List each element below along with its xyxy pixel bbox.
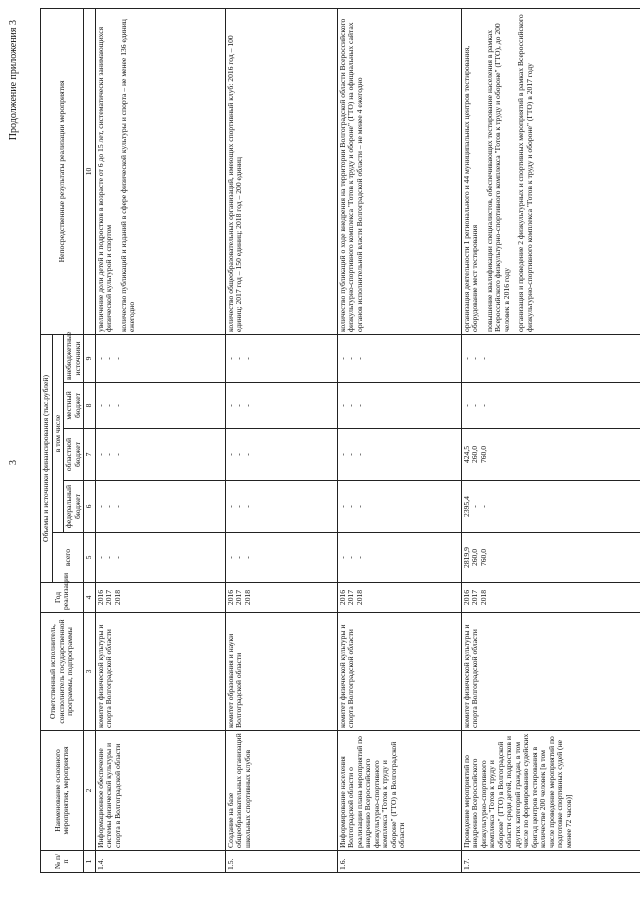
cell-federal bbox=[461, 481, 640, 533]
regional-value: - bbox=[112, 453, 122, 456]
years-value: 2017 bbox=[234, 589, 243, 606]
cell-federal bbox=[225, 481, 337, 533]
extra-value: - bbox=[346, 357, 355, 360]
regional-value: 424,5 bbox=[461, 445, 471, 464]
col-index: 5 bbox=[84, 533, 96, 583]
col-index: 7 bbox=[84, 429, 96, 481]
regional-value: - bbox=[225, 453, 235, 456]
col-index: 2 bbox=[84, 731, 96, 851]
years-value: 2016 bbox=[225, 589, 235, 606]
years-value: 2017 bbox=[470, 589, 479, 606]
cell-regional bbox=[225, 429, 337, 481]
cell-total bbox=[95, 533, 225, 583]
row-name: Информирование населения Волгоградской области о реализации плана мероприятий по внедрению Всероссийского физкультурно-спортивного комплекса "Готов к труду и обороне" (ГТО) в Волгоградской области bbox=[337, 731, 461, 851]
federal-value: - bbox=[112, 505, 122, 508]
total-value: - bbox=[354, 556, 364, 559]
cell-regional bbox=[95, 429, 225, 481]
col-index: 1 bbox=[84, 851, 96, 873]
col-index: 4 bbox=[84, 583, 96, 613]
result-paragraph: количество публикаций о ходе внедрения на территории Волгоградской области Всероссийского физкультурно-спортивного комплекса "Готов к труду и обороне" (ГТО) на официальных сайтах органов исполнительной власти Волгоградской области – не менее 4 ежегодно bbox=[337, 18, 364, 332]
cell-federal bbox=[95, 481, 225, 533]
years-value: 2017 bbox=[346, 589, 355, 606]
federal-value: - bbox=[478, 505, 488, 508]
years-value: 2016 bbox=[337, 589, 347, 606]
extra-value: - bbox=[225, 357, 235, 360]
extra-value: - bbox=[478, 357, 488, 360]
result-paragraph: организация деятельности 1 регионального и 44 муниципальных центров тестирования, оборудование мест тестирования bbox=[461, 45, 479, 332]
years-value: 2018 bbox=[112, 589, 122, 606]
result-paragraph: увеличение доли детей и подростков в возрасте от 6 до 15 лет, систематически занимающихся физической культурой и спортом bbox=[95, 26, 113, 332]
result-paragraph: количество публикаций и изданий в сфере физической культуры и спорта – не менее 136 единиц ежегодно bbox=[118, 19, 136, 332]
row-result bbox=[225, 8, 337, 334]
local-value: - bbox=[242, 404, 252, 407]
federal-value: - bbox=[346, 505, 355, 508]
regional-value: - bbox=[234, 453, 243, 456]
local-value: - bbox=[112, 404, 122, 407]
cell-local bbox=[337, 383, 461, 429]
page-number: 3 bbox=[8, 460, 19, 465]
cell-local bbox=[95, 383, 225, 429]
row-name: Информационное обеспечение системы физической культуры и спорта в Волгоградской области bbox=[95, 731, 225, 851]
regional-value: 760,0 bbox=[478, 445, 488, 464]
total-value: 760,0 bbox=[478, 548, 488, 567]
row-number: 1.6. bbox=[337, 851, 461, 873]
federal-value: - bbox=[95, 505, 105, 508]
table-row bbox=[225, 8, 337, 872]
extra-value: - bbox=[95, 357, 105, 360]
regional-value: - bbox=[354, 453, 364, 456]
federal-value: - bbox=[354, 505, 364, 508]
row-number: 1.7. bbox=[461, 851, 640, 873]
extra-value: - bbox=[234, 357, 243, 360]
header-total: всего bbox=[52, 533, 84, 583]
local-value: - bbox=[95, 404, 105, 407]
header-year: Год реализации bbox=[41, 583, 84, 613]
extra-value: - bbox=[354, 357, 364, 360]
header-name: Наименование основного мероприятия, мероприятия bbox=[41, 731, 84, 851]
extra-value: - bbox=[242, 357, 252, 360]
total-value: - bbox=[104, 556, 113, 559]
years-value: 2018 bbox=[354, 589, 364, 606]
row-executor: комитет образования и науки Волгоградской области bbox=[225, 613, 337, 731]
total-value: 2819,9 bbox=[461, 547, 471, 568]
federal-value: - bbox=[337, 505, 347, 508]
regional-value: - bbox=[104, 453, 113, 456]
row-executor: комитет физической культуры и спорта Волгоградской области bbox=[337, 613, 461, 731]
local-value: - bbox=[478, 404, 488, 407]
col-index: 10 bbox=[84, 8, 96, 334]
extra-value: - bbox=[461, 357, 471, 360]
result-paragraph: количество общеобразовательных организаций, имеющих спортивный клуб: 2016 год – 100 единиц; 2017 год – 150 единиц; 2018 год – 200 единиц bbox=[225, 35, 243, 332]
table-row bbox=[337, 8, 461, 872]
cell-extra bbox=[95, 334, 225, 382]
col-index: 3 bbox=[84, 613, 96, 731]
cell-total bbox=[461, 533, 640, 583]
cell-total bbox=[225, 533, 337, 583]
local-value: - bbox=[346, 404, 355, 407]
row-executor: комитет физической культуры и спорта Волгоградской области bbox=[95, 613, 225, 731]
cell-years bbox=[225, 583, 337, 613]
cell-local bbox=[225, 383, 337, 429]
federal-value: - bbox=[242, 505, 252, 508]
cell-local bbox=[461, 383, 640, 429]
row-number: 1.4. bbox=[95, 851, 225, 873]
total-value: - bbox=[234, 556, 243, 559]
total-value: 260,0 bbox=[470, 548, 479, 567]
total-value: - bbox=[95, 556, 105, 559]
row-result bbox=[461, 8, 640, 334]
continuation-label: Продолжение приложения 3 bbox=[8, 20, 19, 141]
header-incl: в том числе bbox=[52, 334, 64, 532]
cell-years bbox=[337, 583, 461, 613]
result-paragraph: повышение квалификации специалистов, обеспечивающих тестирование населения в рамках Всероссийского физкультурно-спортивного комплекса "Готов к труду и обороне" (ГТО), до 200 человек в 2016 году bbox=[484, 23, 511, 332]
total-value: - bbox=[112, 556, 122, 559]
col-index: 8 bbox=[84, 383, 96, 429]
cell-extra bbox=[337, 334, 461, 382]
col-index: 6 bbox=[84, 481, 96, 533]
cell-regional bbox=[461, 429, 640, 481]
regional-value: - bbox=[337, 453, 347, 456]
header-exec: Ответственный исполнитель, соисполнитель государственной программы, подпрограммы bbox=[41, 613, 84, 731]
header-funding: Объемы и источники финансирования (тыс.рублей) bbox=[41, 334, 53, 582]
local-value: - bbox=[234, 404, 243, 407]
header-extra: внебюджетные источники bbox=[64, 334, 84, 382]
cell-federal bbox=[337, 481, 461, 533]
extra-value: - bbox=[104, 357, 113, 360]
local-value: - bbox=[354, 404, 364, 407]
extra-value: - bbox=[470, 357, 479, 360]
program-table bbox=[40, 8, 640, 873]
cell-extra bbox=[225, 334, 337, 382]
cell-years bbox=[95, 583, 225, 613]
local-value: - bbox=[461, 404, 471, 407]
total-value: - bbox=[337, 556, 347, 559]
cell-total bbox=[337, 533, 461, 583]
table-row bbox=[461, 8, 640, 872]
row-result bbox=[337, 8, 461, 334]
total-value: - bbox=[242, 556, 252, 559]
local-value: - bbox=[470, 404, 479, 407]
header-local: местный бюджет bbox=[64, 383, 84, 429]
local-value: - bbox=[337, 404, 347, 407]
years-value: 2017 bbox=[104, 589, 113, 606]
extra-value: - bbox=[337, 357, 347, 360]
total-value: - bbox=[346, 556, 355, 559]
federal-value: - bbox=[234, 505, 243, 508]
local-value: - bbox=[104, 404, 113, 407]
extra-value: - bbox=[112, 357, 122, 360]
col-index: 9 bbox=[84, 334, 96, 382]
federal-value: - bbox=[104, 505, 113, 508]
header-federal: федеральный бюджет bbox=[64, 481, 84, 533]
cell-extra bbox=[461, 334, 640, 382]
row-name: Проведение мероприятий по внедрению Всероссийского физкультурно-спортивного комплекса "Готов к труду и обороне" (ГТО) в Волгоградской области среди детей, подростков и других категорий граждан, в том числе по формированию судейских бригад центров тестирования в количестве 200 человек [в том числе проведение мероприятий по подготовке спортивных судей (не менее 72 часов)] bbox=[461, 731, 640, 851]
local-value: - bbox=[225, 404, 235, 407]
row-executor: комитет физической культуры и спорта Волгоградской области bbox=[461, 613, 640, 731]
regional-value: - bbox=[242, 453, 252, 456]
regional-value: - bbox=[346, 453, 355, 456]
result-paragraph: организация и проведение 2 физкультурных и спортивных мероприятий в рамках Всероссийского физкультурно-спортивного комплекса "Готов к труду и обороне" (ГТО) в 2017 году bbox=[516, 14, 534, 332]
years-value: 2016 bbox=[461, 589, 471, 606]
years-value: 2018 bbox=[242, 589, 252, 606]
header-regional: областной бюджет bbox=[64, 429, 84, 481]
federal-value: 2395,4 bbox=[461, 496, 471, 517]
total-value: - bbox=[225, 556, 235, 559]
cell-years bbox=[461, 583, 640, 613]
table-row bbox=[95, 8, 225, 872]
regional-value: 260,0 bbox=[470, 445, 479, 464]
federal-value: - bbox=[225, 505, 235, 508]
header-result: Непосредственные результаты реализации мероприятия bbox=[41, 8, 84, 334]
row-result bbox=[95, 8, 225, 334]
federal-value: - bbox=[470, 505, 479, 508]
cell-regional bbox=[337, 429, 461, 481]
header-num: № п/п bbox=[41, 851, 84, 873]
regional-value: - bbox=[95, 453, 105, 456]
row-number: 1.5. bbox=[225, 851, 337, 873]
row-name: Создание на базе общеобразовательных организаций школьных спортивных клубов bbox=[225, 731, 337, 851]
years-value: 2018 bbox=[478, 589, 488, 606]
table-body bbox=[95, 8, 640, 872]
years-value: 2016 bbox=[95, 589, 105, 606]
